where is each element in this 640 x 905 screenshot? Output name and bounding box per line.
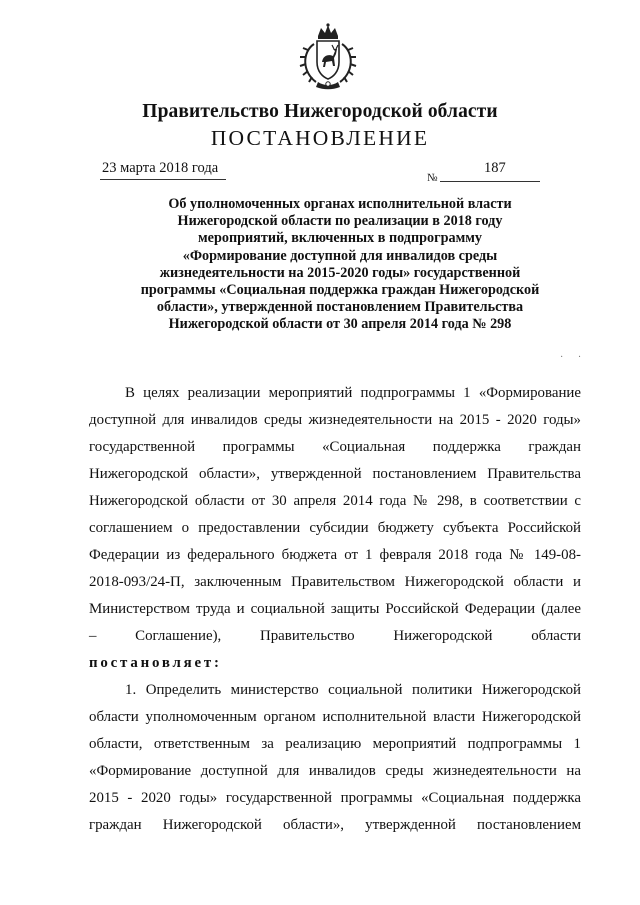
body-line: Нижегородской области от 30 апреля 2014 года № 298, в соответствии с [89, 493, 581, 509]
subject-line: жизнедеятельности на 2015-2020 годы» государственной [159, 264, 521, 281]
subject-line: Нижегородской области от 30 апреля 2014 года № 298 [168, 316, 512, 333]
body-line: государственной программы «Социальная поддержка граждан [89, 439, 581, 455]
government-name: Правительство Нижегородской области [142, 101, 498, 122]
subject-line: «Формирование доступной для инвалидов среды [182, 247, 498, 264]
date-underline [100, 179, 226, 180]
number-underline [440, 181, 540, 182]
subject-line: области», утвержденной постановлением Правительства [156, 299, 524, 316]
document-subject [120, 196, 560, 334]
body-line: 2015 - 2020 годы» государственной программы «Социальная поддержка [89, 790, 581, 806]
subject-line: Об уполномоченных органах исполнительной власти [168, 196, 512, 212]
body-line: Нижегородской области», утвержденной постановлением Правительства [89, 466, 581, 482]
document-body [89, 380, 581, 839]
document-number: 187 [484, 160, 506, 176]
body-line: области уполномоченным органом исполнительной власти Нижегородской [89, 709, 581, 725]
body-line: Федерации из федерального бюджета от 1 февраля 2018 года № 149-08- [89, 547, 581, 563]
body-line: «Формирование доступной для инвалидов среды жизнедеятельности на [89, 763, 581, 779]
subject-line: Нижегородской области по реализации в 2018 году [177, 213, 503, 230]
document-date: 23 марта 2018 года [102, 160, 219, 176]
scan-marks: · · [560, 352, 588, 363]
body-line: 2018-093/24-П, заключенным Правительством Нижегородской области и [89, 574, 581, 590]
body-line: Министерством труда и социальной защиты Российской Федерации (далее [89, 601, 581, 617]
body-line: В целях реализации мероприятий подпрограммы 1 «Формирование [125, 385, 581, 401]
document-type: ПОСТАНОВЛЕНИЕ [210, 126, 430, 150]
decree-word: постановляет: [89, 655, 222, 671]
number-sign: № [427, 172, 438, 184]
body-line: 1. Определить министерство социальной политики Нижегородской [125, 682, 581, 698]
body-line: доступной для инвалидов среды жизнедеятельности на 2015 - 2020 годы» [89, 412, 581, 428]
body-line: граждан Нижегородской области», утвержденной постановлением [89, 817, 581, 833]
subject-line: мероприятий, включенных в подпрограмму [198, 230, 482, 247]
subject-line: программы «Социальная поддержка граждан Нижегородской [140, 282, 540, 299]
body-line: – Соглашение), Правительство Нижегородской области [89, 628, 581, 644]
body-line: области, ответственным за реализацию мероприятий подпрограммы 1 [89, 736, 581, 752]
body-line: соглашением о предоставлении субсидии бюджету субъекта Российской [89, 520, 581, 536]
coat-of-arms-icon [296, 22, 360, 90]
